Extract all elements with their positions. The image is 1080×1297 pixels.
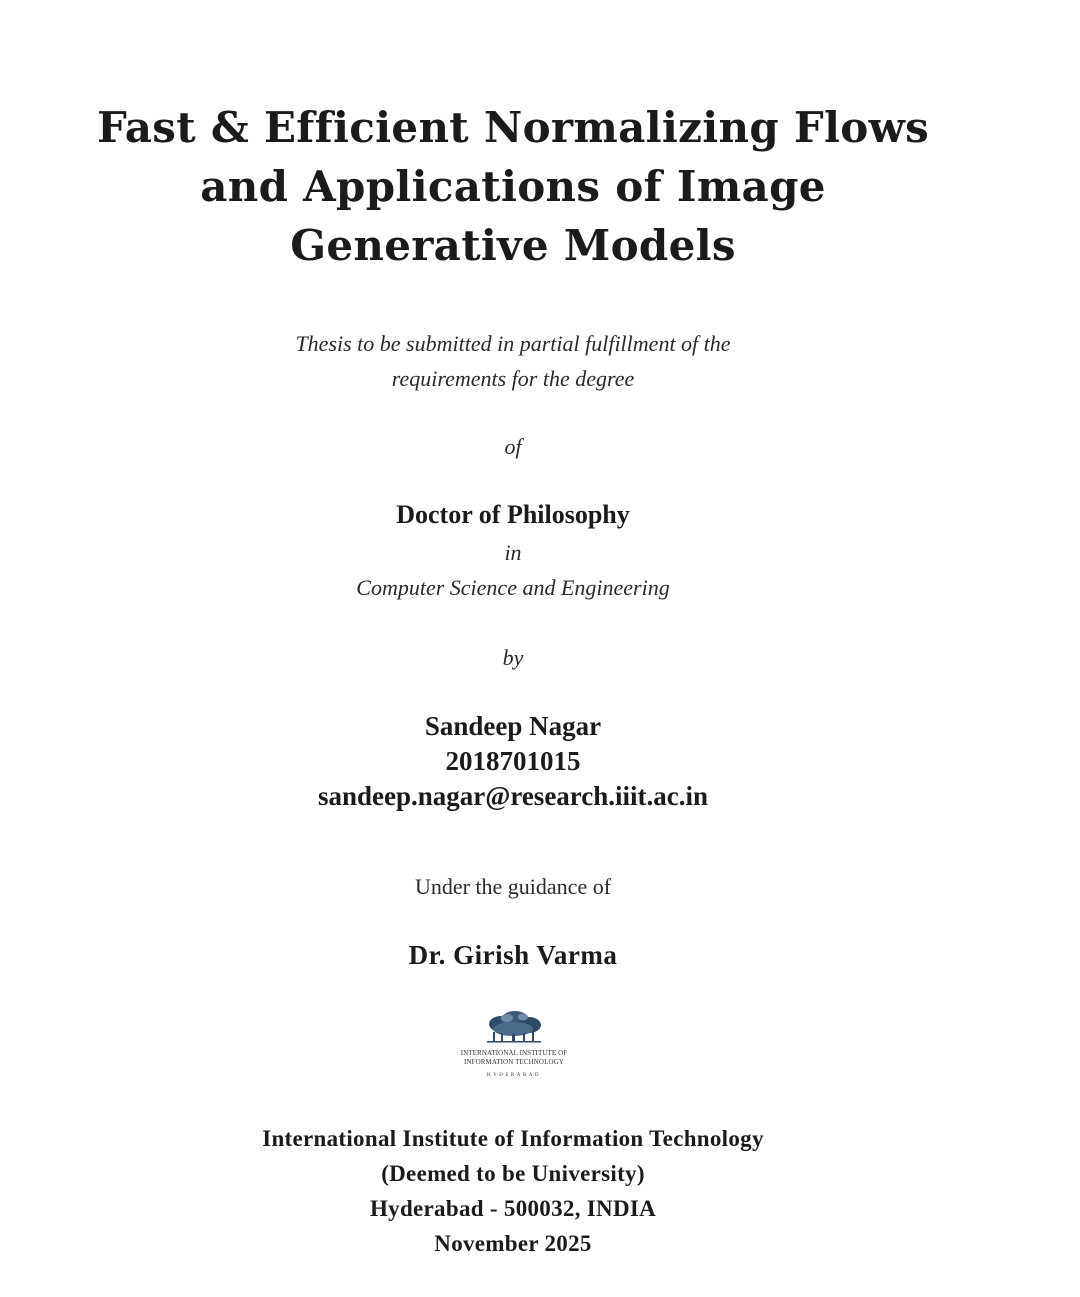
institute-logo bbox=[443, 1008, 585, 1086]
guidance-text: Under the guidance of bbox=[414, 874, 612, 899]
institute-status: (Deemed to be University) bbox=[381, 1161, 645, 1186]
institute-block bbox=[0, 1121, 1026, 1261]
thesis-title bbox=[0, 98, 1026, 275]
thesis-statement-line-2: requirements for the degree bbox=[391, 366, 635, 391]
thesis-title-line-2: and Applications of Image bbox=[200, 162, 826, 211]
thesis-statement-line-1: Thesis to be submitted in partial fulfillment of the bbox=[295, 331, 731, 356]
submission-date: November 2025 bbox=[434, 1231, 592, 1256]
logo-text-line-2: INFORMATION TECHNOLOGY bbox=[464, 1058, 564, 1066]
logo-text-line-1: INTERNATIONAL INSTITUTE OF bbox=[460, 1049, 568, 1057]
of-text: of bbox=[504, 434, 522, 459]
thesis-title-line-3: Generative Models bbox=[290, 221, 736, 270]
advisor-name: Dr. Girish Varma bbox=[408, 940, 618, 970]
thesis-statement bbox=[0, 326, 1026, 396]
author-block bbox=[0, 709, 1026, 814]
institute-name: International Institute of Information Technology bbox=[262, 1126, 764, 1151]
field-of-study: Computer Science and Engineering bbox=[356, 575, 670, 600]
by-text: by bbox=[502, 645, 524, 670]
author-email: sandeep.nagar@research.iiit.ac.in bbox=[317, 781, 709, 811]
tree-logo-icon bbox=[443, 1008, 585, 1048]
logo-text-line-3: HYDERABAD bbox=[487, 1073, 541, 1078]
in-text: in bbox=[504, 540, 522, 565]
author-name: Sandeep Nagar bbox=[424, 711, 602, 741]
author-roll-number: 2018701015 bbox=[445, 746, 581, 776]
institute-address: Hyderabad - 500032, INDIA bbox=[369, 1196, 657, 1221]
degree-name: Doctor of Philosophy bbox=[396, 500, 630, 529]
thesis-title-line-1: Fast & Efficient Normalizing Flows bbox=[96, 103, 930, 152]
